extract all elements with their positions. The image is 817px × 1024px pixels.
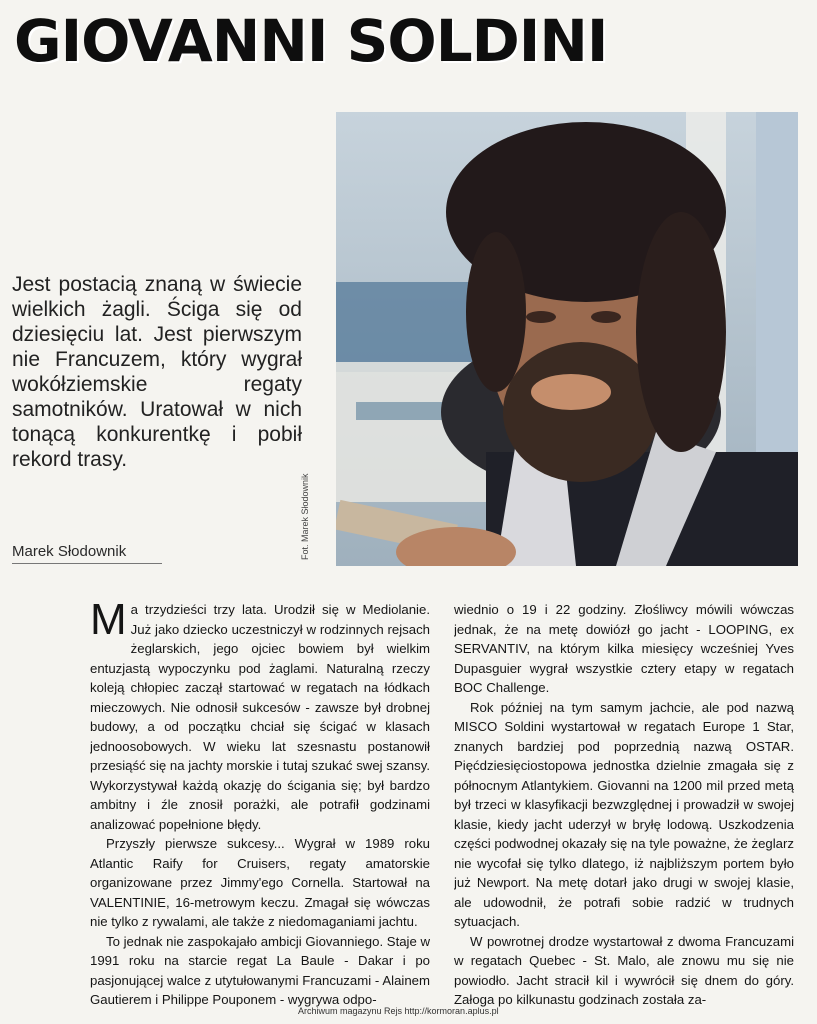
article-paragraph: Ma trzydzieści trzy lata. Urodził się w Mediolanie. Już jako dziecko uczestniczył w rodzinnych rejsach żeglarskich, jego ojciec bowiem był wielkim entuzjastą wypoczynku pod żaglami. Naturalną rzeczy koleją chłopiec zaczął startować w regatach na łódkach mieczowych. Nie odnosił sukcesów - zawsze był drobnej budowy, a od początku chciał się ścigać w klasach jednoosobowych. W wieku lat szesnastu postanowił przesiąść się na jachty morskie i tutaj szukać swej szansy. Wykorzystywał każdą okazję do ścigania się; był bardzo ambitny i źle znosił porażki, ale potrafił godzinami analizować popełnione błędy. (90, 600, 430, 832)
archive-footer: Archiwum magazynu Rejs http://kormoran.aplus.pl (298, 1006, 499, 1016)
article-column-1 (90, 600, 430, 1010)
article-paragraph: Rok później na tym samym jachcie, ale pod nazwą MISCO Soldini wystartował w regatach Europe 1 Star, znanych bardziej pod poprzednią nazwą OSTAR. Pięćdziesięciostopowa jednostka dzielnie zmagała się z północnym Atlantykiem. Giovanni na 1200 mil przed metą był trzeci w klasyfikacji bezwzględnej i prowadził w swojej klasie, kiedy jacht uderzył w bryłę lodową. Uszkodzenia części podwodnej okazały się na tyle poważne, że żeglarz nie wycofał się tylko dlatego, iż najbliższym portem było już Newport. Na metę dotarł jako drugi w swojej klasie, ale udowodnił, że potrafi sobie radzić w trudnych sytuacjach. (454, 699, 794, 929)
author-byline: Marek Słodownik (12, 543, 162, 564)
article-paragraph: wiednio o 19 i 22 godziny. Złośliwcy mówili wówczas jednak, że na metę dowiózł go jacht - LOOPING, ex SERVANTIV, na którym kilka miesięcy wcześniej Yves Dupasguier wygrał wszystkie cztery etapy w regatach BOC Challenge. (454, 602, 794, 695)
lead-paragraph: Jest postacią znaną w świecie wielkich żagli. Ściga się od dziesięciu lat. Jest pierwszym nie Francuzem, który wygrał wokółziemskie regaty samotników. Uratował w nich tonącą konkurentkę i pobił rekord trasy. (12, 273, 302, 471)
article-title: GIOVANNI SOLDINI (14, 7, 608, 75)
article-paragraph: To jednak nie zaspokajało ambicji Giovanniego. Staje w 1991 roku na starcie regat La Baule - Dakar i po pasjonującej walce z utytułowanymi Francuzami - Alainem Gautierem i Philippe Pouponem - wygrywa odpo- (90, 933, 430, 1007)
photo-credit: Fot. Marek Słodownik (300, 473, 310, 560)
article-paragraph: W powrotnej drodze wystartował z dwoma Francuzami w regatach Quebec - St. Malo, ale znowu mu się nie powiodło. Jacht stracił kil i wywrócił się dnem do góry. Załoga po kilkunastu godzinach została za- (454, 933, 794, 1007)
drop-cap: M (90, 600, 127, 644)
article-column-2 (454, 600, 794, 1010)
article-paragraph: Przyszły pierwsze sukcesy... Wygrał w 1989 roku Atlantic Raify for Cruisers, regaty amatorskie organizowane przez Jimmy'ego Cornella. Startował na VALENTINIE, 16-metrowym keczu. Zmagał się wówczas nie tylko z rywalami, ale także z niedomaganiami jachtu. (90, 836, 430, 929)
portrait-photo (336, 112, 798, 566)
